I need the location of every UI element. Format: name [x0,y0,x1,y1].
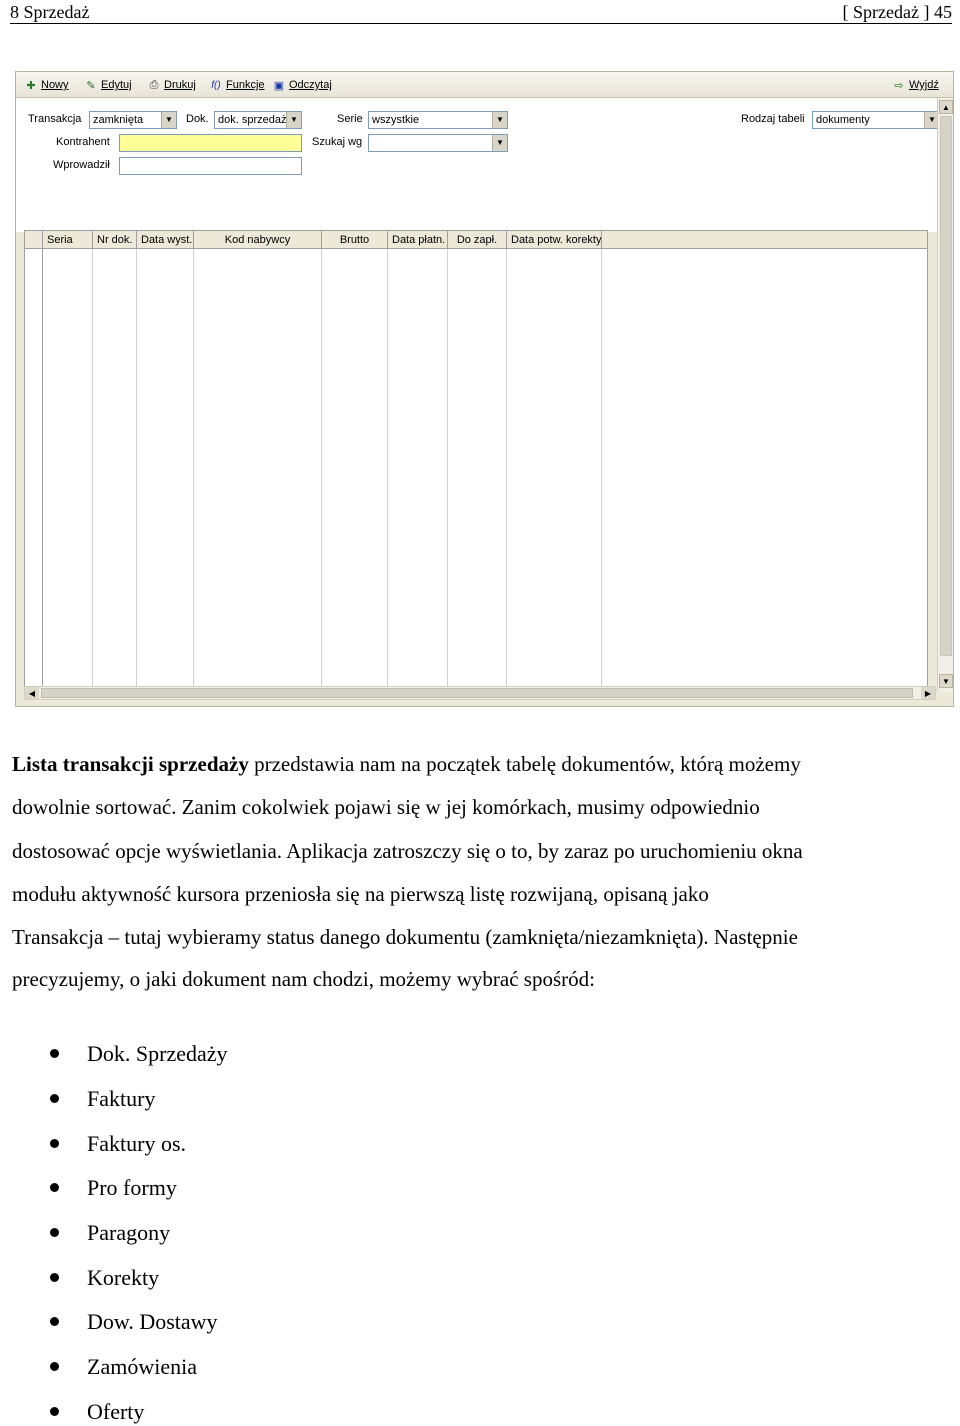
print-button[interactable] [147,77,196,93]
list-item-label: Zamówienia [87,1354,197,1380]
series-select[interactable] [368,111,508,129]
header-section-page: [ Sprzedaż ] 45 [842,2,952,22]
functions-button[interactable] [209,77,265,93]
filter-panel [16,98,953,232]
list-item [50,1300,650,1345]
entered-by-label: Wprowadził [53,159,110,171]
chevron-down-icon[interactable]: ▼ [161,112,176,128]
list-item-label: Faktury [87,1086,156,1112]
documents-grid[interactable] [24,230,928,688]
book-icon: ▣ [273,79,285,92]
print-label: Drukuj [164,79,196,91]
grid-column [322,249,388,687]
grid-column [507,249,602,687]
grid-column [194,249,322,687]
table-type-select[interactable] [812,111,940,129]
horizontal-scrollbar[interactable] [24,686,936,700]
chevron-down-icon[interactable]: ▼ [492,135,507,151]
edit-label: Edytuj [101,79,132,91]
exit-icon: ⇨ [894,79,904,92]
column-header[interactable]: Kod nabywcy [194,231,322,249]
column-header[interactable]: Nr dok. [93,231,137,249]
list-item-label: Dow. Dostawy [87,1309,218,1335]
bullet-icon [50,1407,59,1416]
paragraph-line: precyzujemy, o jaki dokument nam chodzi, możemy wybrać spośród: [12,967,595,991]
list-item-label: Dok. Sprzedaży [87,1041,228,1067]
list-item-label: Korekty [87,1264,160,1290]
column-header[interactable]: Data wyst. [137,231,194,249]
new-button[interactable] [24,77,69,93]
column-header[interactable]: Do zapł. [448,231,507,249]
series-label: Serie [337,113,363,125]
list-item-label: Faktury os. [87,1130,186,1156]
toolbar [16,72,953,98]
exit-button[interactable] [892,77,939,93]
table-type-label: Rodzaj tabeli [741,113,805,125]
list-item [50,1211,650,1256]
edit-button[interactable] [84,77,132,93]
vertical-scrollbar[interactable] [937,98,953,692]
grid-column [388,249,448,687]
paragraph-line: dostosować opcje wyświetlania. Aplikacja zatroszczy się o to, by zaraz po uruchomieniu okna [12,839,803,863]
search-by-select[interactable] [368,134,508,152]
chevron-down-icon[interactable]: ▼ [286,112,301,128]
grid-header [25,231,927,249]
paragraph-line: Transakcja – tutaj wybieramy status danego dokumentu (zamknięta/niezamknięta). Następnie [12,925,798,949]
list-item [50,1077,650,1122]
new-label: Nowy [41,79,69,91]
column-header[interactable]: Data potw. korekty [507,231,602,249]
doc-type-select[interactable] [214,111,302,129]
scroll-left-icon[interactable]: ◀ [25,687,39,699]
doc-label: Dok. [186,113,209,125]
doc-type-value: dok. sprzedaż [218,114,287,126]
list-item [50,1166,650,1211]
page-header [10,2,952,24]
function-icon: f() [211,79,221,91]
paragraph-line: dowolnie sortować. Zanim cokolwiek pojawi się w jej komórkach, musimy odpowiednio [12,795,760,819]
exit-label: Wyjdź [909,79,939,91]
horizontal-scroll-thumb[interactable] [41,688,913,698]
list-item [50,1345,650,1390]
bullet-icon [50,1183,59,1192]
transaction-value: zamknięta [93,114,144,126]
bullet-icon [50,1139,59,1148]
header-chapter: 8 Sprzedaż [10,2,90,22]
vertical-scroll-thumb[interactable] [940,116,952,656]
column-header[interactable]: Data płatn. [388,231,448,249]
grid-column [448,249,507,687]
row-selector-column [25,249,43,687]
search-by-label: Szukaj wg [312,136,363,148]
list-item-label: Oferty [87,1398,145,1424]
list-item-label: Pro formy [87,1175,177,1201]
refresh-label: Odczytaj [289,79,332,91]
paragraph-text: przedstawia nam na początek tabelę dokumentów, którą możemy [248,752,801,776]
refresh-button[interactable] [272,77,332,93]
scroll-down-icon[interactable]: ▼ [939,674,953,688]
bullet-icon [50,1362,59,1371]
chevron-down-icon[interactable]: ▼ [924,112,939,128]
transaction-select[interactable] [89,111,177,129]
paragraph-line: modułu aktywność kursora przeniosła się na pierwszą listę rozwijaną, opisaną jako [12,882,709,906]
new-document-icon: ✚ [26,79,36,92]
grid-column [137,249,194,687]
bullet-icon [50,1049,59,1058]
table-type-value: dokumenty [816,114,870,126]
chevron-down-icon[interactable]: ▼ [492,112,507,128]
list-item [50,1255,650,1300]
bold-term: Lista transakcji sprzedaży [12,752,249,776]
series-value: wszystkie [372,114,420,126]
document-types-list [50,1032,650,1426]
scroll-up-icon[interactable]: ▲ [939,100,953,114]
entered-by-input[interactable] [119,157,302,175]
sales-transactions-window [15,71,954,707]
row-selector-header [25,231,43,249]
list-item [50,1390,650,1426]
list-item-label: Paragony [87,1220,171,1246]
bullet-icon [50,1094,59,1103]
list-item [50,1032,650,1077]
edit-icon: ✎ [86,79,96,92]
list-item [50,1121,650,1166]
grid-column [93,249,137,687]
contractor-label: Kontrahent [56,136,110,148]
column-header[interactable]: Brutto [322,231,388,249]
transaction-label: Transakcja [28,113,82,125]
scroll-right-icon[interactable]: ▶ [921,687,935,699]
bullet-icon [50,1317,59,1326]
paragraph-line [12,752,952,777]
column-header[interactable]: Seria [43,231,93,249]
contractor-input[interactable] [119,134,302,152]
bullet-icon [50,1273,59,1282]
bullet-icon [50,1228,59,1237]
printer-icon: ⎙ [149,78,159,91]
functions-label: Funkcje [226,79,265,91]
grid-column [43,249,93,687]
